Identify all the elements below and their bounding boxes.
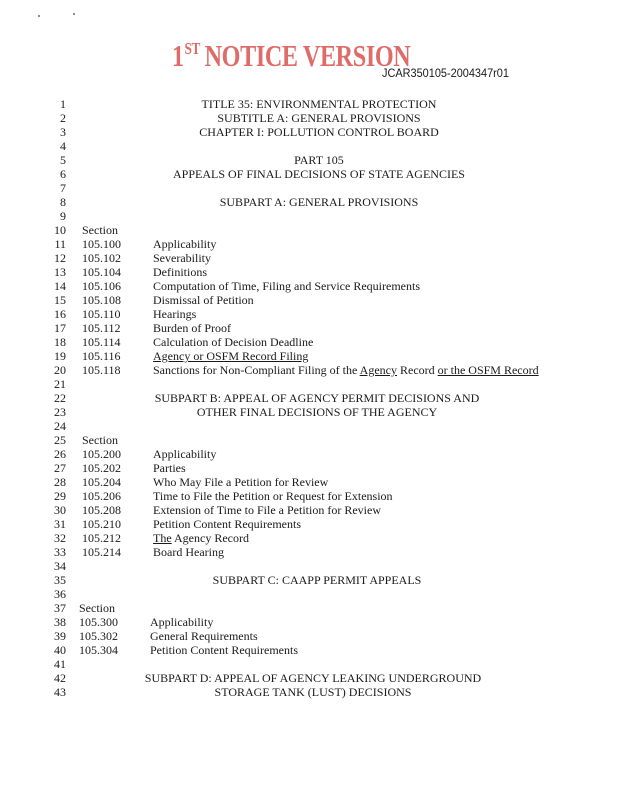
line-number: 4 <box>60 139 66 153</box>
section-number: 105.116 <box>82 349 121 363</box>
section-title: Time to File the Petition or Request for Extension <box>153 489 393 503</box>
toc-entry <box>0 251 618 265</box>
line-number: 17 <box>54 321 66 335</box>
section-number: 105.106 <box>82 279 121 293</box>
subpart-d-heading-cont: STORAGE TANK (LUST) DECISIONS <box>214 685 412 699</box>
section-number: 105.102 <box>82 251 121 265</box>
section-title: Applicability <box>150 615 214 629</box>
section-title: Agency or OSFM Record Filing <box>153 349 309 363</box>
section-title: Applicability <box>153 237 217 251</box>
section-number: 105.204 <box>82 475 121 489</box>
line-number: 8 <box>60 195 66 209</box>
subpart-d-heading: SUBPART D: APPEAL OF AGENCY LEAKING UNDERGROUND <box>144 671 482 685</box>
line-number: 18 <box>54 335 66 349</box>
line-number: 19 <box>54 349 66 363</box>
subpart-b-heading-cont: OTHER FINAL DECISIONS OF THE AGENCY <box>196 405 438 419</box>
toc-entry <box>0 489 618 503</box>
section-number: 105.214 <box>82 545 121 559</box>
line-number: 24 <box>54 419 66 433</box>
section-number: 105.304 <box>79 643 118 657</box>
line-number: 2 <box>60 111 66 125</box>
toc-entry <box>0 475 618 489</box>
section-label: Section <box>82 223 118 237</box>
toc-entry <box>0 363 618 377</box>
underlined-text: Agency <box>359 363 397 377</box>
toc-entry <box>0 643 618 657</box>
toc-entry <box>0 279 618 293</box>
subpart-b-heading: SUBPART B: APPEAL OF AGENCY PERMIT DECISIONS AND <box>154 391 480 405</box>
line-number: 27 <box>54 461 66 475</box>
section-number: 105.302 <box>79 629 118 643</box>
section-number: 105.212 <box>82 531 121 545</box>
line-number: 42 <box>54 671 66 685</box>
line-number: 34 <box>54 559 66 573</box>
section-title: Board Hearing <box>153 545 224 559</box>
section-title <box>153 363 539 377</box>
line-number: 33 <box>54 545 66 559</box>
line-number: 37 <box>54 601 66 615</box>
toc-entry <box>0 461 618 475</box>
stamp-text: NOTICE VERSION <box>204 38 411 73</box>
line-number: 40 <box>54 643 66 657</box>
section-title: Extension of Time to File a Petition for Review <box>153 503 381 517</box>
document-id: JCAR350105-2004347r01 <box>382 68 509 80</box>
line-number: 14 <box>54 279 66 293</box>
section-title: Parties <box>153 461 186 475</box>
part-heading: PART 105 <box>294 153 344 167</box>
line-number: 29 <box>54 489 66 503</box>
scan-speck <box>38 15 40 17</box>
line-number: 43 <box>54 685 66 699</box>
line-number: 6 <box>60 167 66 181</box>
section-number: 105.300 <box>79 615 118 629</box>
line-number: 1 <box>60 97 66 111</box>
line-number: 38 <box>54 615 66 629</box>
line-number: 31 <box>54 517 66 531</box>
line-number: 30 <box>54 503 66 517</box>
section-number: 105.210 <box>82 517 121 531</box>
toc-entry <box>0 335 618 349</box>
line-number: 25 <box>54 433 66 447</box>
toc-entry <box>0 307 618 321</box>
line-number: 26 <box>54 447 66 461</box>
section-title: Hearings <box>153 307 197 321</box>
subpart-a-heading: SUBPART A: GENERAL PROVISIONS <box>219 195 419 209</box>
line-number: 16 <box>54 307 66 321</box>
title-heading: TITLE 35: ENVIRONMENTAL PROTECTION <box>201 97 437 111</box>
section-label: Section <box>79 601 115 615</box>
line-number: 13 <box>54 265 66 279</box>
toc-entry <box>0 517 618 531</box>
section-number: 105.104 <box>82 265 121 279</box>
section-title: Definitions <box>153 265 207 279</box>
notice-version-stamp <box>172 38 410 74</box>
section-label: Section <box>82 433 118 447</box>
stamp-ordinal: 1 <box>172 38 184 73</box>
scan-speck <box>73 13 75 15</box>
section-title: Petition Content Requirements <box>153 517 301 531</box>
section-title: General Requirements <box>150 629 258 643</box>
line-number: 32 <box>54 531 66 545</box>
section-title: The Agency Record <box>153 531 249 545</box>
toc-entry <box>0 531 618 545</box>
toc-entry <box>0 237 618 251</box>
section-title: Burden of Proof <box>153 321 231 335</box>
part-title: APPEALS OF FINAL DECISIONS OF STATE AGENCIES <box>173 167 465 181</box>
line-number: 12 <box>54 251 66 265</box>
toc-entry <box>0 503 618 517</box>
toc-entry <box>0 447 618 461</box>
toc-entry <box>0 615 618 629</box>
section-title: Dismissal of Petition <box>153 293 254 307</box>
line-number: 3 <box>60 125 66 139</box>
toc-entry <box>0 265 618 279</box>
line-number: 10 <box>54 223 66 237</box>
line-number: 9 <box>60 209 66 223</box>
toc-entry <box>0 321 618 335</box>
underlined-text: or the OSFM Record <box>437 363 539 377</box>
section-number: 105.202 <box>82 461 121 475</box>
section-title: Computation of Time, Filing and Service Requirements <box>153 279 420 293</box>
line-number: 23 <box>54 405 66 419</box>
section-number: 105.112 <box>82 321 121 335</box>
toc-entry <box>0 545 618 559</box>
section-title-part: Sanctions for Non-Compliant Filing of the <box>153 363 360 377</box>
line-number: 11 <box>54 237 66 251</box>
stamp-ordinal-suffix: ST <box>184 39 200 58</box>
line-number: 5 <box>60 153 66 167</box>
toc-entry <box>0 293 618 307</box>
section-title: Calculation of Decision Deadline <box>153 335 314 349</box>
line-number: 41 <box>54 657 66 671</box>
line-number: 20 <box>54 363 66 377</box>
section-title: Applicability <box>153 447 217 461</box>
section-number: 105.200 <box>82 447 121 461</box>
toc-entry <box>0 629 618 643</box>
line-number: 21 <box>54 377 66 391</box>
line-number: 35 <box>54 573 66 587</box>
chapter-heading: CHAPTER I: POLLUTION CONTROL BOARD <box>199 125 439 139</box>
line-number: 22 <box>54 391 66 405</box>
line-number: 7 <box>60 181 66 195</box>
section-number: 105.206 <box>82 489 121 503</box>
toc-entry <box>0 349 618 363</box>
line-number: 36 <box>54 587 66 601</box>
section-title: Severability <box>153 251 211 265</box>
line-number: 15 <box>54 293 66 307</box>
section-number: 105.108 <box>82 293 121 307</box>
section-title-part: Record <box>396 363 438 377</box>
section-number: 105.110 <box>82 307 121 321</box>
section-number: 105.114 <box>82 335 121 349</box>
section-title: Petition Content Requirements <box>150 643 298 657</box>
section-number: 105.118 <box>82 363 121 377</box>
section-title: Who May File a Petition for Review <box>153 475 329 489</box>
subpart-c-heading: SUBPART C: CAAPP PERMIT APPEALS <box>212 573 422 587</box>
section-number: 105.208 <box>82 503 121 517</box>
line-number: 39 <box>54 629 66 643</box>
line-number: 28 <box>54 475 66 489</box>
subtitle-heading: SUBTITLE A: GENERAL PROVISIONS <box>217 111 421 125</box>
section-number: 105.100 <box>82 237 121 251</box>
